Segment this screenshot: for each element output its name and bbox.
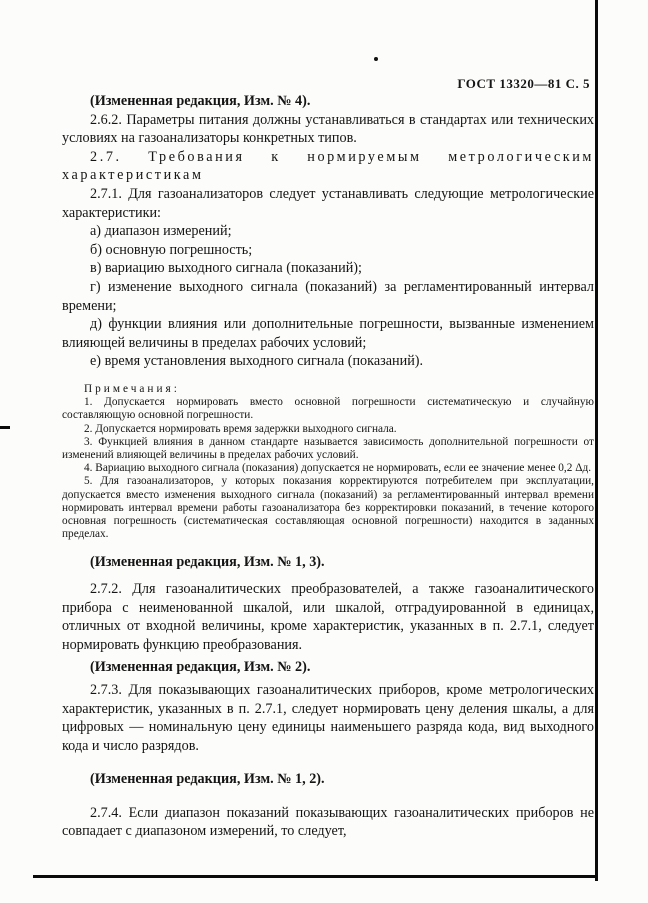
clause-2-7-2: 2.7.2. Для газоаналитических преобразователей, а также газоаналитического прибора с неименованной шкалой, или шкалой, отградуированной в единицах, отличных от входной величины, кроме характеристик, указанных в п. 2.7.1, следует нормировать функцию преобразования. [62, 580, 594, 653]
amendment-note: (Измененная редакция, Изм. № 4). [90, 93, 311, 109]
clause-2-7-4: 2.7.4. Если диапазон показаний показывающих газоаналитических приборов не совпадает с диапазоном измерений, то следует, [62, 804, 594, 840]
amendment-note: (Измененная редакция, Изм. № 1, 2). [90, 771, 325, 788]
document-body [62, 92, 594, 841]
note-item-5: 5. Для газоанализаторов, у которых показания корректируются потребителем при эксплуатации, допускается вместо изменения выходного сигнала (показаний) за регламентированный интервал времени нормировать интервал времени работы газоанализатора без корректировки показаний, в течение которого основная погрешность (систематическая составляющая основной погрешности) находится в заданных пределах. [62, 475, 594, 541]
amendment-note: (Измененная редакция, Изм. № 2). [90, 659, 311, 676]
page-border-bottom [33, 875, 598, 878]
list-item-b: б) основную погрешность; [90, 241, 253, 258]
list-item-a: а) диапазон измерений; [90, 223, 232, 240]
list-item-d: д) функции влияния или дополнительные погрешности, вызванные изменением влияющей величины в пределах рабочих условий; [62, 316, 594, 351]
note-item-4: 4. Вариацию выходного сигнала (показания) допускается не нормировать, если ее значение менее 0,2 Δд. [84, 462, 592, 475]
note-item-3: 3. Функцией влияния в данном стандарте называется зависимость дополнительной погрешности от изменений влияющей величины в пределах рабочих условий. [62, 435, 594, 461]
clause-2-7-1: 2.7.1. Для газоанализаторов следует устанавливать следующие метрологические характеристики: [62, 185, 594, 221]
registration-mark [0, 426, 10, 429]
page-border-right [595, 0, 598, 881]
clause-2-6-2: 2.6.2. Параметры питания должны устанавливаться в стандартах или технических условиях на газоанализаторы конкретных типов. [62, 111, 594, 147]
list-item-v: в) вариацию выходного сигнала (показаний); [90, 260, 362, 277]
notes-heading: Примечания: [84, 382, 180, 395]
note-item-1: 1. Допускается нормировать вместо основной погрешности систематическую и случайную составляющую основной погрешности. [62, 396, 594, 422]
amendment-note: (Измененная редакция, Изм. № 1, 3). [90, 554, 325, 571]
note-item-2: 2. Допускается нормировать время задержки выходного сигнала. [84, 422, 397, 435]
clause-2-7-heading: 2.7. Требования к нормируемым метрологическим характеристикам [62, 148, 594, 184]
list-item-e: е) время установления выходного сигнала (показаний). [90, 353, 424, 370]
list-item-g: г) изменение выходного сигнала (показаний) за регламентированный интервал времени; [62, 278, 594, 314]
clause-2-7-3: 2.7.3. Для показывающих газоаналитических приборов, кроме метрологических характеристик, указанных в п. 2.7.1, следует нормировать цену деления шкалы, а для цифровых — номинальную цену единицы наименьшего разряда кода, вид выходного кода и число разрядов. [62, 681, 594, 754]
scan-artifact-dot [374, 57, 378, 61]
page-header: ГОСТ 13320—81 С. 5 [457, 76, 590, 91]
